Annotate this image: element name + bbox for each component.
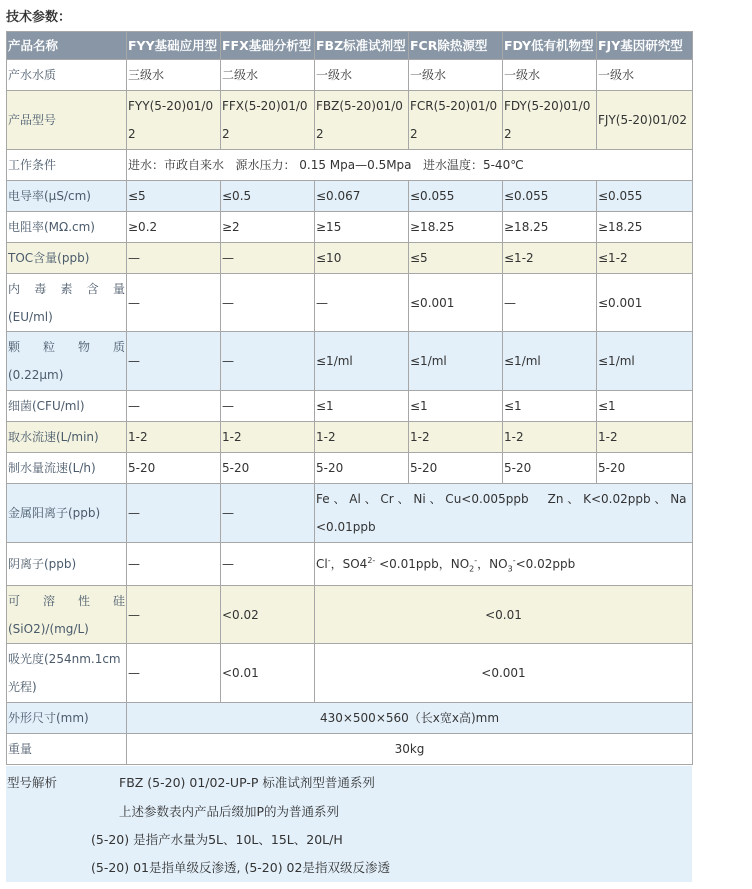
table-cell: ≤1-2	[597, 243, 693, 274]
row-label-line: 内毒素含量	[8, 281, 125, 296]
table-cell: ≤0.055	[409, 181, 503, 212]
model-explanation-line4: (5-20) 01是指单级反渗透, (5-20) 02是指双级反渗透	[91, 860, 390, 875]
table-cell: —	[221, 391, 315, 422]
table-cell: —	[221, 332, 315, 391]
table-cell: —	[127, 332, 221, 391]
table-cell: ≤1/ml	[597, 332, 693, 391]
table-cell: 1-2	[221, 422, 315, 453]
table-cell: 一级水	[315, 60, 409, 91]
table-cell: —	[315, 274, 409, 332]
table-cell: —	[127, 391, 221, 422]
row-particles	[7, 332, 693, 391]
row-soluble-silica	[7, 586, 693, 644]
anion-no2-index: 2	[469, 564, 475, 574]
absorbance-value: <0.001	[315, 644, 693, 703]
row-label-unit: (0.22μm)	[8, 368, 64, 382]
table-cell: ≥0.2	[127, 212, 221, 243]
table-cell: FCR(5-20)01/02	[409, 91, 503, 150]
section-heading: 技术参数：	[6, 10, 72, 25]
anion-no3-charge: -	[512, 556, 516, 565]
row-label-line: 可溶性硅	[8, 593, 125, 608]
anion-cl-charge: -	[327, 556, 331, 565]
table-cell: 5-20	[409, 453, 503, 484]
table-cell: 1-2	[315, 422, 409, 453]
header-col-fjy: FJY基因研究型	[597, 32, 693, 60]
row-model	[7, 91, 693, 150]
table-cell: 一级水	[409, 60, 503, 91]
table-cell: ≤1	[409, 391, 503, 422]
anion-so4-charge: 2-	[367, 556, 376, 565]
table-cell: ≤5	[409, 243, 503, 274]
table-cell: 5-20	[503, 453, 597, 484]
table-cell: ≤0.067	[315, 181, 409, 212]
table-cell: ≤0.001	[597, 274, 693, 332]
anions-value	[315, 543, 693, 586]
table-cell: —	[127, 274, 221, 332]
row-endotoxin	[7, 274, 693, 332]
row-label: 电导率(μS/cm)	[7, 181, 127, 212]
table-cell: 一级水	[503, 60, 597, 91]
row-anions	[7, 543, 693, 586]
header-col-fyy: FYY基础应用型	[127, 32, 221, 60]
table-cell: 5-20	[221, 453, 315, 484]
row-label	[7, 644, 127, 703]
row-label: 外形尺寸(mm)	[7, 703, 127, 734]
table-cell: —	[127, 644, 221, 703]
header-col-fbz: FBZ标准试剂型	[315, 32, 409, 60]
anion-no2-charge: -	[474, 556, 478, 565]
row-label	[7, 586, 127, 644]
table-cell: —	[127, 243, 221, 274]
row-flow-rate	[7, 422, 693, 453]
row-label: 产品型号	[7, 91, 127, 150]
table-cell: ≤0.055	[597, 181, 693, 212]
table-header-row	[7, 32, 693, 60]
table-cell: —	[221, 484, 315, 543]
table-cell: —	[221, 543, 315, 586]
model-explanation-line3: (5-20) 是指产水量为5L、10L、15L、20L/H	[91, 832, 343, 847]
table-cell: 5-20	[315, 453, 409, 484]
header-col-fdy: FDY低有机物型	[503, 32, 597, 60]
model-explanation	[6, 766, 692, 882]
spec-table	[6, 31, 693, 765]
row-label-unit: (SiO2)/(mg/L)	[8, 621, 89, 636]
row-bacteria	[7, 391, 693, 422]
table-cell: 三级水	[127, 60, 221, 91]
table-cell: ≤1/ml	[315, 332, 409, 391]
table-cell: —	[221, 274, 315, 332]
anion-sep: ，NO	[477, 557, 508, 571]
model-explanation-label: 型号解析	[7, 775, 58, 790]
row-label: 重量	[7, 734, 127, 765]
table-cell: ≤1-2	[503, 243, 597, 274]
row-label: 制水量流速(L/h)	[7, 453, 127, 484]
row-label-line: 吸光度(254nm.1cm	[8, 652, 121, 666]
row-absorbance	[7, 644, 693, 703]
table-cell: ≤1	[503, 391, 597, 422]
row-working-conditions	[7, 150, 693, 181]
header-col-ffx: FFX基础分析型	[221, 32, 315, 60]
row-label: 产水水质	[7, 60, 127, 91]
table-cell: <0.01	[221, 644, 315, 703]
table-cell: ≤1	[597, 391, 693, 422]
header-col-fcr: FCR除热源型	[409, 32, 503, 60]
table-cell: ≥2	[221, 212, 315, 243]
weight-value: 30kg	[127, 734, 693, 765]
table-cell: 二级水	[221, 60, 315, 91]
row-label: 细菌(CFU/ml)	[7, 391, 127, 422]
table-cell: ≤5	[127, 181, 221, 212]
working-conditions-text: 进水：市政自来水 源水压力： 0.15 Mpa—0.5Mpa 进水温度：5-40℃	[127, 150, 693, 181]
anion-so4: ，SO4	[330, 557, 368, 571]
anion-no3-index: 3	[507, 564, 513, 574]
row-label	[7, 274, 127, 332]
table-cell: 1-2	[503, 422, 597, 453]
table-cell: FBZ(5-20)01/02	[315, 91, 409, 150]
row-label: 电阻率(MΩ.cm)	[7, 212, 127, 243]
row-label-unit: 光程)	[8, 680, 37, 694]
anion-tail: <0.02ppb	[515, 557, 576, 571]
table-cell: ≤1	[315, 391, 409, 422]
row-resistivity	[7, 212, 693, 243]
row-conductivity	[7, 181, 693, 212]
table-cell: —	[503, 274, 597, 332]
table-cell: —	[127, 543, 221, 586]
dimensions-value: 430×500×560（长x宽x高)mm	[127, 703, 693, 734]
table-cell: 1-2	[127, 422, 221, 453]
table-cell: ≥18.25	[503, 212, 597, 243]
table-cell: —	[127, 586, 221, 644]
row-label-line: 颗粒物质	[8, 340, 125, 354]
table-cell: ≤1/ml	[503, 332, 597, 391]
row-label	[7, 332, 127, 391]
anion-mid: <0.01ppb，NO	[375, 557, 470, 571]
row-label: 取水流速(L/min)	[7, 422, 127, 453]
table-cell: <0.02	[221, 586, 315, 644]
row-water-quality	[7, 60, 693, 91]
table-cell: ≤10	[315, 243, 409, 274]
table-cell: ≥18.25	[597, 212, 693, 243]
table-cell: —	[127, 484, 221, 543]
table-cell: ≥15	[315, 212, 409, 243]
header-product-name: 产品名称	[7, 32, 127, 60]
table-cell: FJY(5-20)01/02	[597, 91, 693, 150]
table-cell: FDY(5-20)01/02	[503, 91, 597, 150]
table-cell: 5-20	[127, 453, 221, 484]
table-cell: 一级水	[597, 60, 693, 91]
table-cell: 1-2	[597, 422, 693, 453]
row-production-rate	[7, 453, 693, 484]
table-cell: ≤0.5	[221, 181, 315, 212]
table-cell: ≤1/ml	[409, 332, 503, 391]
table-cell: ≤0.055	[503, 181, 597, 212]
model-explanation-line1: FBZ (5-20) 01/02-UP-P 标准试剂型普通系列	[119, 775, 375, 790]
row-metal-cations	[7, 484, 693, 543]
row-label: 阴离子(ppb)	[7, 543, 127, 586]
table-cell: FYY(5-20)01/02	[127, 91, 221, 150]
model-explanation-line2: 上述参数表内产品后缀加P的为普通系列	[119, 804, 340, 819]
table-cell: 1-2	[409, 422, 503, 453]
anion-cl: Cl	[316, 557, 328, 571]
table-cell: 5-20	[597, 453, 693, 484]
row-label: 工作条件	[7, 150, 127, 181]
row-dimensions	[7, 703, 693, 734]
row-label: 金属阳离子(ppb)	[7, 484, 127, 543]
row-weight	[7, 734, 693, 765]
metal-cations-value: Fe 、 Al 、 Cr 、 Ni 、 Cu<0.005ppb Zn 、 K<0.02ppb 、 Na<0.01ppb	[315, 484, 693, 543]
silica-value: <0.01	[315, 586, 693, 644]
row-label: TOC含量(ppb)	[7, 243, 127, 274]
row-label-unit: (EU/ml)	[8, 309, 53, 324]
table-cell: —	[221, 243, 315, 274]
table-cell: ≥18.25	[409, 212, 503, 243]
row-toc	[7, 243, 693, 274]
table-cell: FFX(5-20)01/02	[221, 91, 315, 150]
table-cell: ≤0.001	[409, 274, 503, 332]
